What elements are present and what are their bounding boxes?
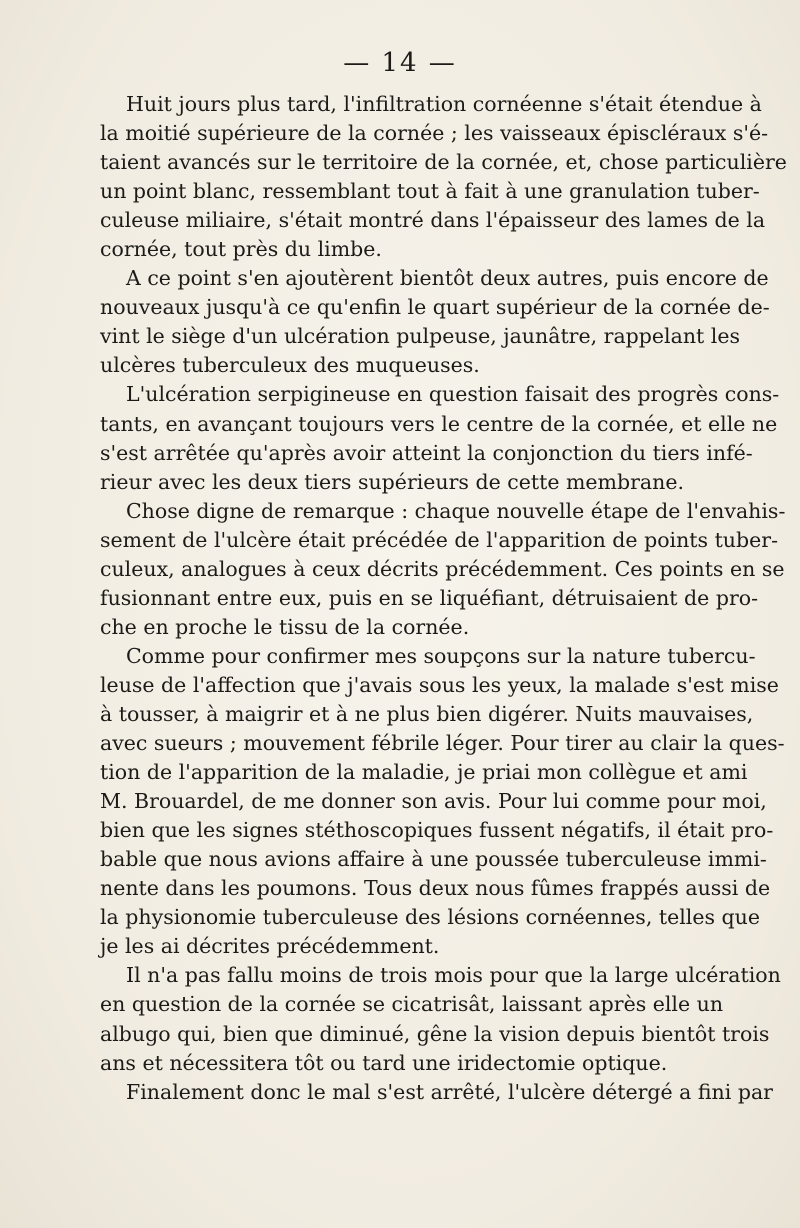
text-line: tion de l'apparition de la maladie, je priai mon collègue et ami	[100, 760, 748, 785]
text-line: leuse de l'affection que j'avais sous les yeux, la malade s'est mise	[100, 672, 779, 697]
text-line: A ce point s'en ajoutèrent bientôt deux autres, puis encore de	[126, 266, 769, 291]
text-line: nente dans les poumons. Tous deux nous fûmes frappés aussi de	[100, 876, 771, 901]
text-line: M. Brouardel, de me donner son avis. Pour lui comme pour moi,	[100, 789, 767, 814]
text-line: albugo qui, bien que diminué, gêne la vision depuis bientôt trois	[100, 1021, 770, 1046]
text-line: bien que les signes stéthoscopiques fussent négatifs, il était pro-	[100, 818, 774, 843]
text-line: cornée, tout près du limbe.	[100, 237, 382, 262]
text-line: Il n'a pas fallu moins de trois mois pour que la large ulcération	[126, 963, 781, 988]
text-line: s'est arrêtée qu'après avoir atteint la conjonction du tiers infé-	[100, 440, 753, 465]
text-line: fusionnant entre eux, puis en se liquéfiant, détruisaient de pro-	[100, 585, 759, 610]
text-line: rieur avec les deux tiers supérieurs de cette membrane.	[100, 469, 684, 494]
text-line: taient avancés sur le territoire de la cornée, et, chose particulière	[100, 150, 787, 175]
body-text	[100, 90, 787, 1107]
text-line: je les ai décrites précédemment.	[100, 934, 440, 959]
text-line: Comme pour confirmer mes soupçons sur la nature tubercu-	[126, 643, 756, 668]
text-line: culeux, analogues à ceux décrits précédemment. Ces points en se	[100, 556, 785, 581]
text-line: Finalement donc le mal s'est arrêté, l'ulcère détergé a fini par	[126, 1079, 773, 1104]
text-line: che en proche le tissu de la cornée.	[100, 614, 470, 639]
page-number: — 14 —	[343, 48, 457, 78]
text-line: culeuse miliaire, s'était montré dans l'épaisseur des lames de la	[100, 208, 766, 233]
text-line: à tousser, à maigrir et à ne plus bien digérer. Nuits mauvaises,	[100, 701, 754, 726]
text-line: nouveaux jusqu'à ce qu'enfin le quart supérieur de la cornée de-	[100, 295, 770, 320]
text-line: ulcères tuberculeux des muqueuses.	[100, 353, 480, 378]
text-line: vint le siège d'un ulcération pulpeuse, jaunâtre, rappelant les	[100, 324, 740, 349]
text-line: en question de la cornée se cicatrisât, laissant après elle un	[100, 992, 724, 1017]
text-line: Chose digne de remarque : chaque nouvelle étape de l'envahis-	[126, 498, 786, 523]
text-line: la physionomie tuberculeuse des lésions cornéennes, telles que	[100, 905, 760, 930]
text-line: la moitié supérieure de la cornée ; les vaisseaux épiscléraux s'é-	[100, 121, 769, 146]
text-line: un point blanc, ressemblant tout à fait à une granulation tuber-	[100, 179, 760, 204]
text-line: sement de l'ulcère était précédée de l'apparition de points tuber-	[100, 527, 778, 552]
text-line: L'ulcération serpigineuse en question faisait des progrès cons-	[126, 382, 780, 407]
text-line: avec sueurs ; mouvement fébrile léger. Pour tirer au clair la ques-	[100, 731, 785, 756]
text-line: ans et nécessitera tôt ou tard une iridectomie optique.	[100, 1050, 668, 1075]
text-line: tants, en avançant toujours vers le centre de la cornée, et elle ne	[100, 411, 778, 436]
text-line: bable que nous avions affaire à une poussée tuberculeuse immi-	[100, 847, 767, 872]
text-line: Huit jours plus tard, l'infiltration cornéenne s'était étendue à	[126, 92, 762, 116]
